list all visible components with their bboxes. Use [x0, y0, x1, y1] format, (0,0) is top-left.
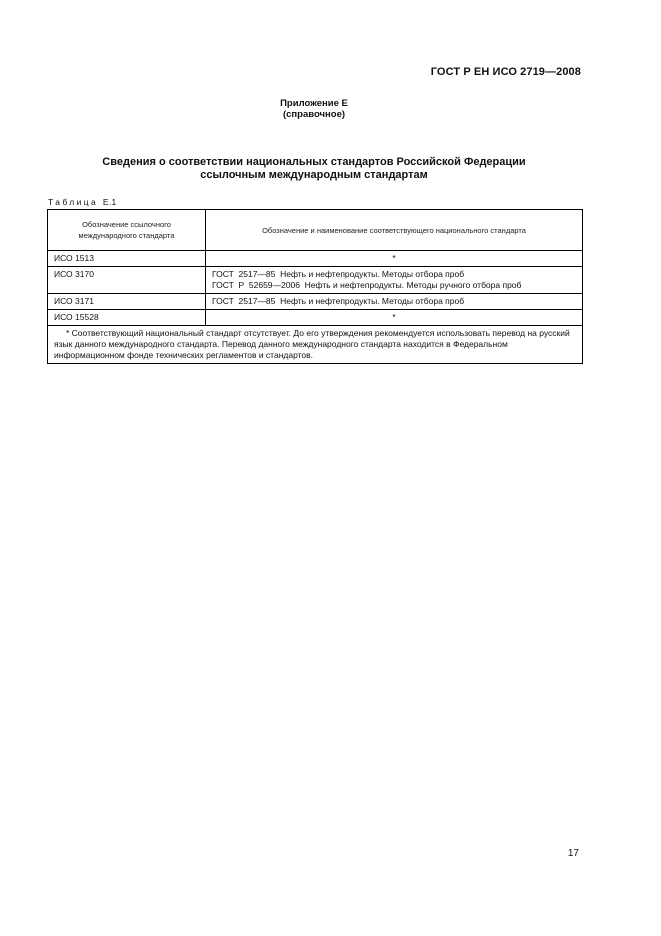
- table-row: [48, 310, 583, 326]
- cell-national-line: ГОСТ 2517—85 Нефть и нефтепродукты. Методы отбора проб: [212, 269, 465, 279]
- heading-line-1: Сведения о соответствии национальных стандартов Российской Федерации: [102, 156, 526, 168]
- cell-ref: ИСО 3170: [48, 267, 206, 294]
- annex-block: [0, 98, 628, 120]
- table-caption-word: Таблица: [48, 197, 99, 207]
- document-code: ГОСТ Р ЕН ИСО 2719—2008: [430, 66, 581, 78]
- page-number: 17: [567, 848, 579, 859]
- cell-ref: ИСО 1513: [48, 251, 206, 267]
- header-ref-standard: Обозначение ссылочного международного стандарта: [48, 210, 206, 251]
- footnote-text: * Соответствующий национальный стандарт отсутствует. До его утверждения рекомендуется использовать перевод на русский язык данного международного стандарта. Перевод данного международного стандарта находится в Федеральном информационном фонде технических регламентов и стандартов.: [54, 328, 570, 360]
- cell-national: *: [206, 251, 583, 267]
- cell-ref: ИСО 3171: [48, 294, 206, 310]
- standards-table: [47, 209, 583, 364]
- section-heading: [0, 156, 628, 182]
- table-row: [48, 294, 583, 310]
- table-caption: [48, 197, 117, 207]
- table-header-row: [48, 210, 583, 251]
- table-caption-number: Е.1: [102, 197, 117, 207]
- annex-type: (справочное): [282, 109, 346, 120]
- annex-title: Приложение Е: [280, 98, 348, 109]
- table-row: [48, 251, 583, 267]
- cell-national: [206, 267, 583, 294]
- cell-national-line: ГОСТ Р 52659—2006 Нефть и нефтепродукты. Методы ручного отбора проб: [212, 280, 522, 290]
- table-footnote-row: [48, 326, 583, 364]
- cell-national: ГОСТ 2517—85 Нефть и нефтепродукты. Методы отбора проб: [206, 294, 583, 310]
- table-row: [48, 267, 583, 294]
- cell-national: *: [206, 310, 583, 326]
- table-footnote: [48, 326, 583, 364]
- heading-line-2: ссылочным международным стандартам: [200, 169, 428, 181]
- cell-ref: ИСО 15528: [48, 310, 206, 326]
- header-national-standard: Обозначение и наименование соответствующего национального стандарта: [206, 210, 583, 251]
